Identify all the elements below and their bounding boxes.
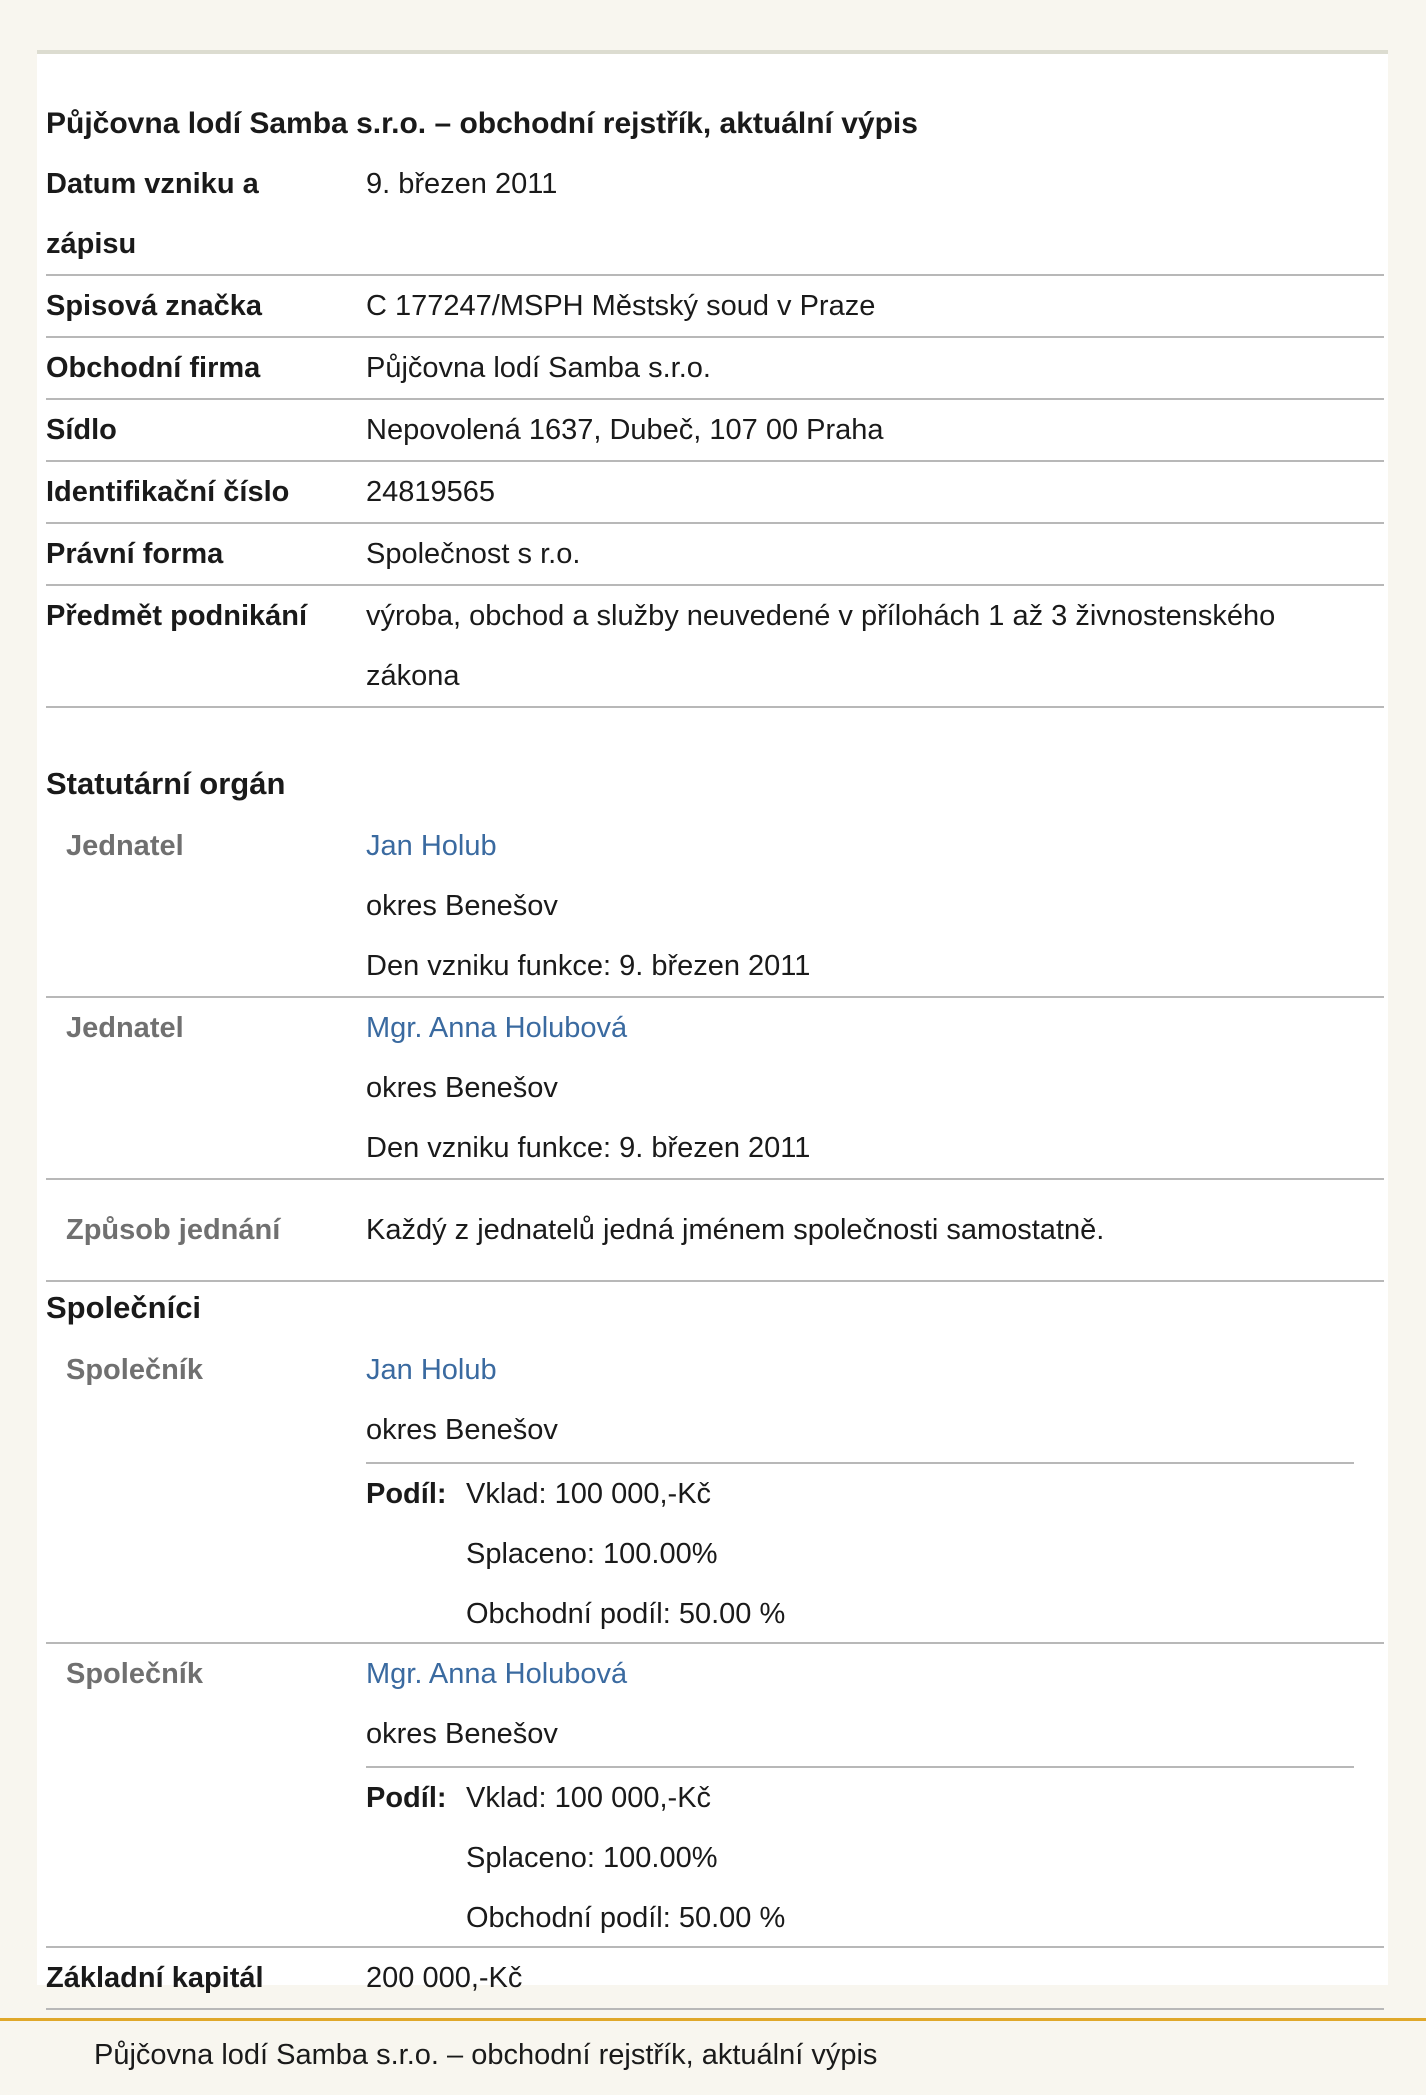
row-company-id — [46, 462, 1384, 524]
partner-name-link[interactable]: Jan Holub — [366, 1354, 497, 1386]
row-value: 24819565 — [366, 476, 496, 508]
member-role: Jednatel — [66, 830, 184, 862]
member-since: Den vzniku funkce: 9. březen 2011 — [366, 1132, 811, 1164]
share-values — [466, 1768, 785, 1948]
member-district: okres Benešov — [366, 1072, 558, 1104]
statutory-member — [46, 816, 1384, 998]
partner-item — [46, 1644, 1384, 1948]
row-label: Základní kapitál — [46, 1962, 264, 1994]
row-value: Nepovolená 1637, Dubeč, 107 00 Praha — [366, 414, 884, 446]
share-paid: Splaceno: 100.00% — [466, 1842, 718, 1874]
row-registered-capital — [46, 1948, 1384, 2010]
row-value: 200 000,-Kč — [366, 1962, 523, 1994]
partner-name-link[interactable]: Mgr. Anna Holubová — [366, 1658, 628, 1690]
row-value: výroba, obchod a služby neuvedené v přílohách 1 až 3 živnostenského zákona — [366, 600, 1276, 692]
section-statutory-heading: Statutární orgán — [46, 766, 286, 801]
row-label: Způsob jednání — [66, 1214, 281, 1246]
member-since: Den vzniku funkce: 9. březen 2011 — [366, 950, 811, 982]
partner-role: Společník — [66, 1658, 203, 1690]
member-district: okres Benešov — [366, 890, 558, 922]
row-date-founded — [46, 154, 1384, 276]
partner-item — [46, 1340, 1384, 1644]
row-file-number — [46, 276, 1384, 338]
partner-role: Společník — [66, 1354, 203, 1386]
row-label: Předmět podnikání — [46, 600, 308, 632]
section-partners-heading: Společníci — [46, 1290, 202, 1325]
share-values — [466, 1464, 785, 1644]
member-role: Jednatel — [66, 1012, 184, 1044]
row-seat — [46, 400, 1384, 462]
row-manner-of-acting — [46, 1200, 1384, 1282]
row-company-name — [46, 338, 1384, 400]
statutory-member — [46, 998, 1384, 1180]
row-label: Obchodní firma — [46, 352, 261, 384]
partner-district: okres Benešov — [366, 1718, 558, 1750]
partner-district: okres Benešov — [366, 1414, 558, 1446]
row-label: Spisová značka — [46, 290, 262, 322]
page-title: Půjčovna lodí Samba s.r.o. – obchodní rejstřík, aktuální výpis — [46, 107, 918, 140]
share-percentage: Obchodní podíl: 50.00 % — [466, 1902, 786, 1934]
row-legal-form — [46, 524, 1384, 586]
share-label: Podíl: — [366, 1478, 447, 1510]
row-label: Právní forma — [46, 538, 224, 570]
footer-text: Půjčovna lodí Samba s.r.o. – obchodní rejstřík, aktuální výpis — [94, 2039, 878, 2071]
share-paid: Splaceno: 100.00% — [466, 1538, 718, 1570]
partner-share — [366, 1462, 1354, 1630]
row-label: Sídlo — [46, 414, 117, 446]
row-value: Půjčovna lodí Samba s.r.o. — [366, 352, 711, 384]
member-details — [366, 998, 1376, 1178]
partner-details — [366, 1340, 1376, 1460]
share-deposit: Vklad: 100 000,-Kč — [466, 1478, 712, 1510]
member-details — [366, 816, 1376, 996]
partner-details — [366, 1644, 1376, 1764]
partner-share — [366, 1766, 1354, 1934]
member-name-link[interactable]: Mgr. Anna Holubová — [366, 1012, 628, 1044]
row-value: Každý z jednatelů jedná jménem společnosti samostatně. — [366, 1214, 1105, 1246]
row-value: Společnost s r.o. — [366, 538, 581, 570]
register-panel — [37, 50, 1388, 1994]
member-name-link[interactable]: Jan Holub — [366, 830, 497, 862]
row-label: Identifikační číslo — [46, 476, 290, 508]
row-label: Datum vzniku a zápisu — [46, 168, 259, 260]
page-footer — [0, 2018, 1426, 2095]
share-percentage: Obchodní podíl: 50.00 % — [466, 1598, 786, 1630]
row-value: C 177247/MSPH Městský soud v Praze — [366, 290, 876, 322]
share-deposit: Vklad: 100 000,-Kč — [466, 1782, 712, 1814]
share-label: Podíl: — [366, 1782, 447, 1814]
row-business-scope — [46, 586, 1384, 708]
row-value: 9. březen 2011 — [366, 168, 558, 200]
